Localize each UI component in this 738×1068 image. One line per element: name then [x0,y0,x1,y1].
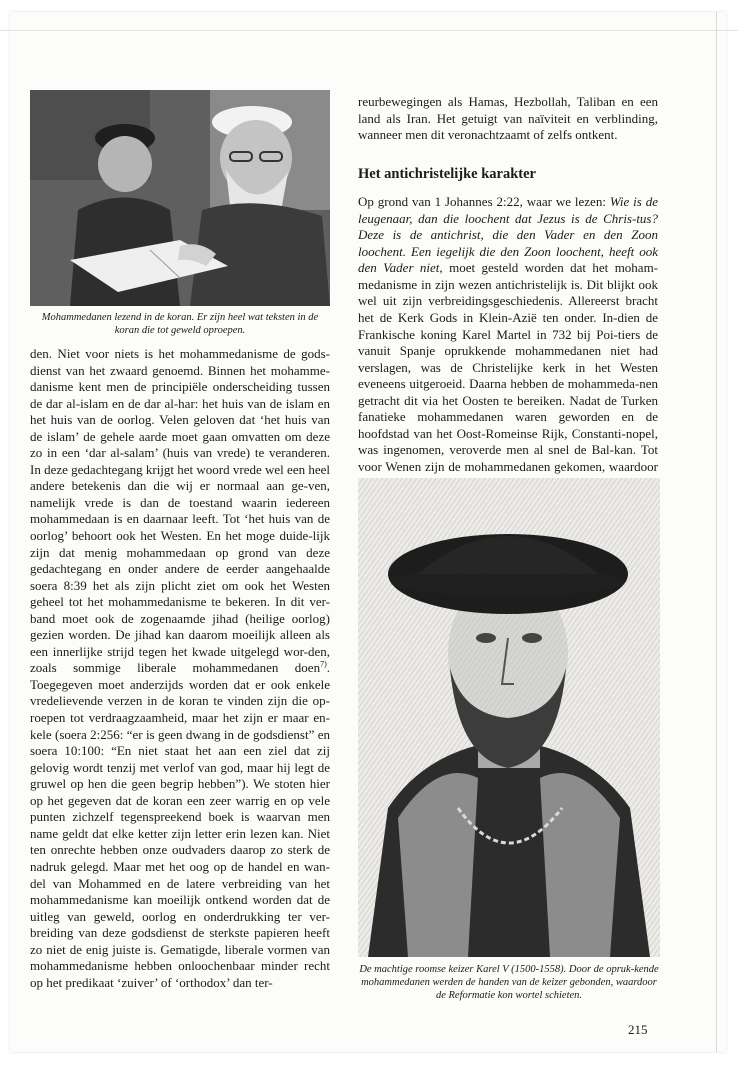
photo-caption-top: Mohammedanen lezend in de koran. Er zijn heel wat teksten in de koran die tot geweld oproepen. [41,312,319,336]
right-edge-rule [716,12,717,1052]
portrait-karel-v [358,478,660,957]
left-text-part-2: . Toegegeven moet anderzijds worden dat er ook enkele vredelievende verzen in de koran te vinden zijn die op-roepen tot verdraagzaamheid, maar het zijn er maar en-kele (soera 2:256: “er is geen dwang in de godsdienst” en soera 10:100: “En niet staat het aan een ziel dat zij gelovig wordt tenzij met verlof van god, maar hij legt de gruwel op hen die geen begrip hebben”). We stoten hier op het gegeven dat de koran een zeer warrig en op vele punten zichzelf tegenspreekend boek is waarvan men name geldt dat elke ketter zijn letter erin lezen kan. Niet ten onrechte hebben onze oudvaders daarop zo sterk de nadruk gelegd. Maar met het oog op de handel en wan-del van Mohammed en de latere verbreiding van het mohammedanisme kan moeilijk ontkend worden dat de uitleg van geweld, oorlog en onderdrukking ter ver-breiding van deze godsdienst de sterkste papieren heeft zo niet de enig juiste is. Gematigde, liberale vormen van mohammedanisme hebben onloochenbaar minder recht op het predikaat ‘zuiver’ of ‘orthodox’ dan ter- [30,660,330,990]
bible-quote: Wie is de leugenaar, dan die loochent dat Jezus is de Chris-tus? Deze is de antichrist, die den Vader en den Zoon loochent. Een iegelijk die den Zoon loochent, heeft ook den Vader niet, [358,194,658,276]
top-rule [0,30,738,31]
portrait-caption: De machtige roomse keizer Karel V (1500-1558). Door de opruk-kende mohammedanen werden de handen van de keizer gebonden, waardoor de Reformatie kon wortel schieten. [359,964,659,1001]
right-main-paragraph [358,194,658,508]
right-column [358,94,658,509]
left-paragraph [30,346,330,991]
section-heading: Het antichristelijke karakter [358,165,536,182]
footnote-ref: 7) [320,660,327,670]
right-intro-paragraph: reurbewegingen als Hamas, Hezbollah, Taliban en een land als Iran. Het getuigt van naïviteit en verblinding, wanneer men dit veronachtzaamt of zelfs ontkent. [358,94,658,143]
page-number: 215 [628,1022,648,1037]
left-text-part-1: den. Niet voor niets is het mohammedanisme de gods-dienst van het zwaard genoemd. Binnen het mohamme-danisme kent men de principiële onderscheiding tussen de dar al-islam en de dar al-har: het huis van de islam en het huis van de oorlog. Velen geloven dat ‘het huis van de islam’ de gehele aarde moet gaan omvatten om deze zo in een ‘dar al-salam’ (huis van vrede) te veranderen. In deze gedachtegang krijgt het woord vrede wel een heel andere betekenis dan die wij er normaal aan ge-ven, namelijk vrede is dan de toestand waarin iedereen mohammedaan is en daarnaar leeft. Tot ‘het huis van de oorlog’ behoort ook het Westen. En het moge duide-lijk zijn dat menig mohammedaan op grond van deze gedachtegang en onder andere de eerder aangehaalde soera 8:39 het als zijn plicht ziet om ook het Westen geheel tot het mohammedanisme te bekeren. In dit ver-band moet ook de zogenaamde jihad (heilige oorlog) gezien worden. De jihad kan daarom moeilijk alleen als een innerlijke strijd tegen het kwade uitgelegd wor-den, zoals sommige liberale mohammedanen doen [30,346,330,676]
right-text-start: Op grond van 1 Johannes 2:22, waar we lezen: [358,194,610,210]
koran-readers-illustration [30,90,330,306]
photo-koran-readers [30,90,330,306]
left-column [30,346,330,991]
karel-v-engraving [358,478,660,957]
right-text-rest: moet gesteld worden dat het moham-medanisme in zijn wezen antichristelijk is. Dit blijkt ook wel uit zijn verbreidingsgeschiedenis. Allereerst bracht het de Kerk Gods in Klein-Azië ten onder. In-dien de Frankische koning Karel Martel in 732 bij Poi-tiers de vanuit Spanje oprukkende mohammedanen niet had verslagen, was de Christelijke kerk in het Westen eveneens uitgeroeid. Daarna hebben de mohammeda-nen getracht dit via het Oosten te bereiken. Nadat de Turken fanatieke mohammedanen waren geworden en de hoofdstad van het Oost-Romeinse Rijk, Constanti-nopel, was ingenomen, veroverde men al snel de Bal-kan. Tot voor Wenen zijn de mohammedanen gekomen, waardoor [358,260,659,474]
